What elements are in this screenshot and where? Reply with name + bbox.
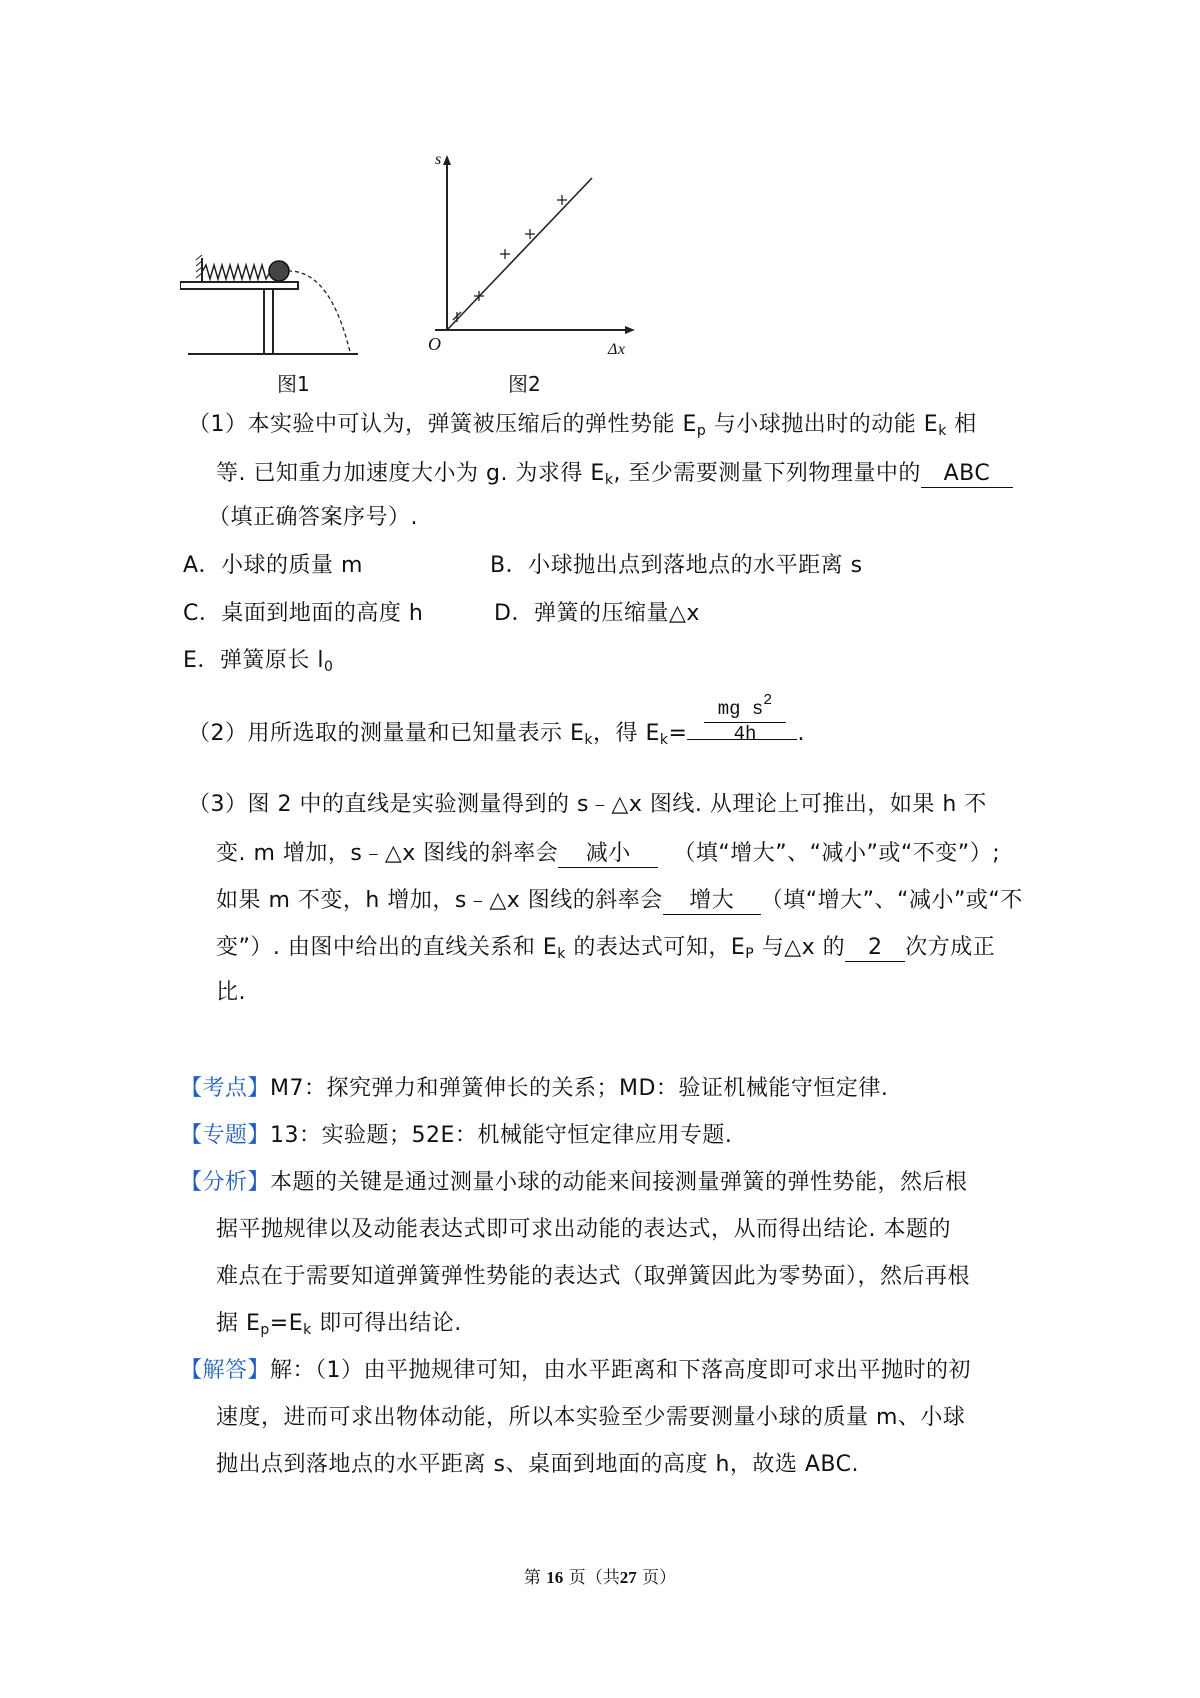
kaodian-row: 【考点】M7：探究弹力和弹簧伸长的关系；MD：验证机械能守恒定律. xyxy=(180,1076,889,1101)
option-a: A．小球的质量 m xyxy=(183,553,363,578)
graph-y-axis-label: s xyxy=(435,151,442,168)
total-page-number: 27 xyxy=(619,1568,637,1587)
figure-2-graph xyxy=(425,150,645,360)
q3-answer-1: 减小 xyxy=(558,841,658,868)
graph-x-axis-label: Δx xyxy=(608,341,626,358)
q3-line-1: （3）图 2 中的直线是实验测量得到的 s﹣△x 图线. 从理论上可推出，如果 h 不 xyxy=(188,792,987,817)
q3-line-2: 变. m 增加，s﹣△x 图线的斜率会 减小 （填“增大”、“减小”或“不变”）; xyxy=(216,841,1000,868)
figure-1-apparatus xyxy=(180,230,395,360)
graph-origin-label: O xyxy=(428,334,442,354)
q1-line-3: （填正确答案序号）. xyxy=(208,505,418,530)
figure-2-caption: 图2 xyxy=(508,372,541,396)
fenxi-tag: 【分析】 xyxy=(180,1170,271,1195)
option-c: C．桌面到地面的高度 h xyxy=(183,601,424,626)
zhuanti-tag: 【专题】 xyxy=(180,1123,271,1148)
option-e: E．弹簧原长 $l_0$ xyxy=(183,648,334,675)
fenxi-row-3: 难点在于需要知道弹簧弹性势能的表达式（取弹簧因此为零势面），然后再根 xyxy=(216,1264,971,1289)
jieda-row-1: 【解答】解：（1）由平抛规律可知，由水平距离和下落高度即可求出平抛时的初 xyxy=(180,1358,972,1383)
fenxi-row-4: 据 $E_p=E_k$ 即可得出结论. xyxy=(216,1311,462,1338)
q1-line-1: （1）本实验中可认为，弹簧被压缩后的弹性势能 $E_p$ 与小球抛出时的动能 $E_k$ 相 xyxy=(188,412,977,439)
q3-line-3: 如果 m 不变，h 增加，s﹣△x 图线的斜率会 增大 （填“增大”、“减小”或“不 xyxy=(216,888,1023,915)
q1-line-2: 等. 已知重力加速度大小为 g. 为求得 $E_k$, 至少需要测量下列物理量中的 ABC xyxy=(216,461,1013,488)
jieda-tag: 【解答】 xyxy=(180,1358,271,1383)
q1-answer-blank: ABC xyxy=(921,461,1013,488)
spring-table-diagram xyxy=(180,230,395,360)
option-d: D．弹簧的压缩量△x xyxy=(494,601,700,626)
figure-1-caption: 图1 xyxy=(277,372,310,396)
jieda-row-2: 速度，进而可求出物体动能，所以本实验至少需要测量小球的质量 m、小球 xyxy=(216,1405,966,1430)
fenxi-row-1: 【分析】本题的关键是通过测量小球的动能来间接测量弹簧的弹性势能，然后根 xyxy=(180,1170,968,1195)
fenxi-row-2: 据平抛规律以及动能表达式即可求出动能的表达式，从而得出结论. 本题的 xyxy=(216,1217,951,1242)
option-b: B．小球抛出点到落地点的水平距离 s xyxy=(490,553,863,578)
page-footer: 第 16 页（共27 页） xyxy=(523,1568,677,1588)
current-page-number: 16 xyxy=(546,1568,564,1587)
s-dx-line-graph xyxy=(425,150,645,360)
q3-answer-2: 增大 xyxy=(663,888,761,915)
jieda-row-3: 抛出点到落地点的水平距离 s、桌面到地面的高度 h，故选 ABC. xyxy=(216,1452,859,1477)
kaodian-tag: 【考点】 xyxy=(180,1076,271,1101)
q2-line: （2）用所选取的测量量和已知量表示 $E_k$，得 $E_k=$ . xyxy=(188,718,805,745)
q2-answer-fraction: mg $s^2$ 4h xyxy=(700,698,790,745)
q3-answer-3: 2 xyxy=(845,935,905,962)
q3-line-4: 变”）. 由图中给出的直线关系和 $E_k$ 的表达式可知，$E_P$ 与△x 的 2 次方成正 xyxy=(216,935,996,962)
q3-line-5: 比. xyxy=(216,980,246,1005)
zhuanti-row: 【专题】13：实验题；52E：机械能守恒定律应用专题. xyxy=(180,1123,733,1148)
